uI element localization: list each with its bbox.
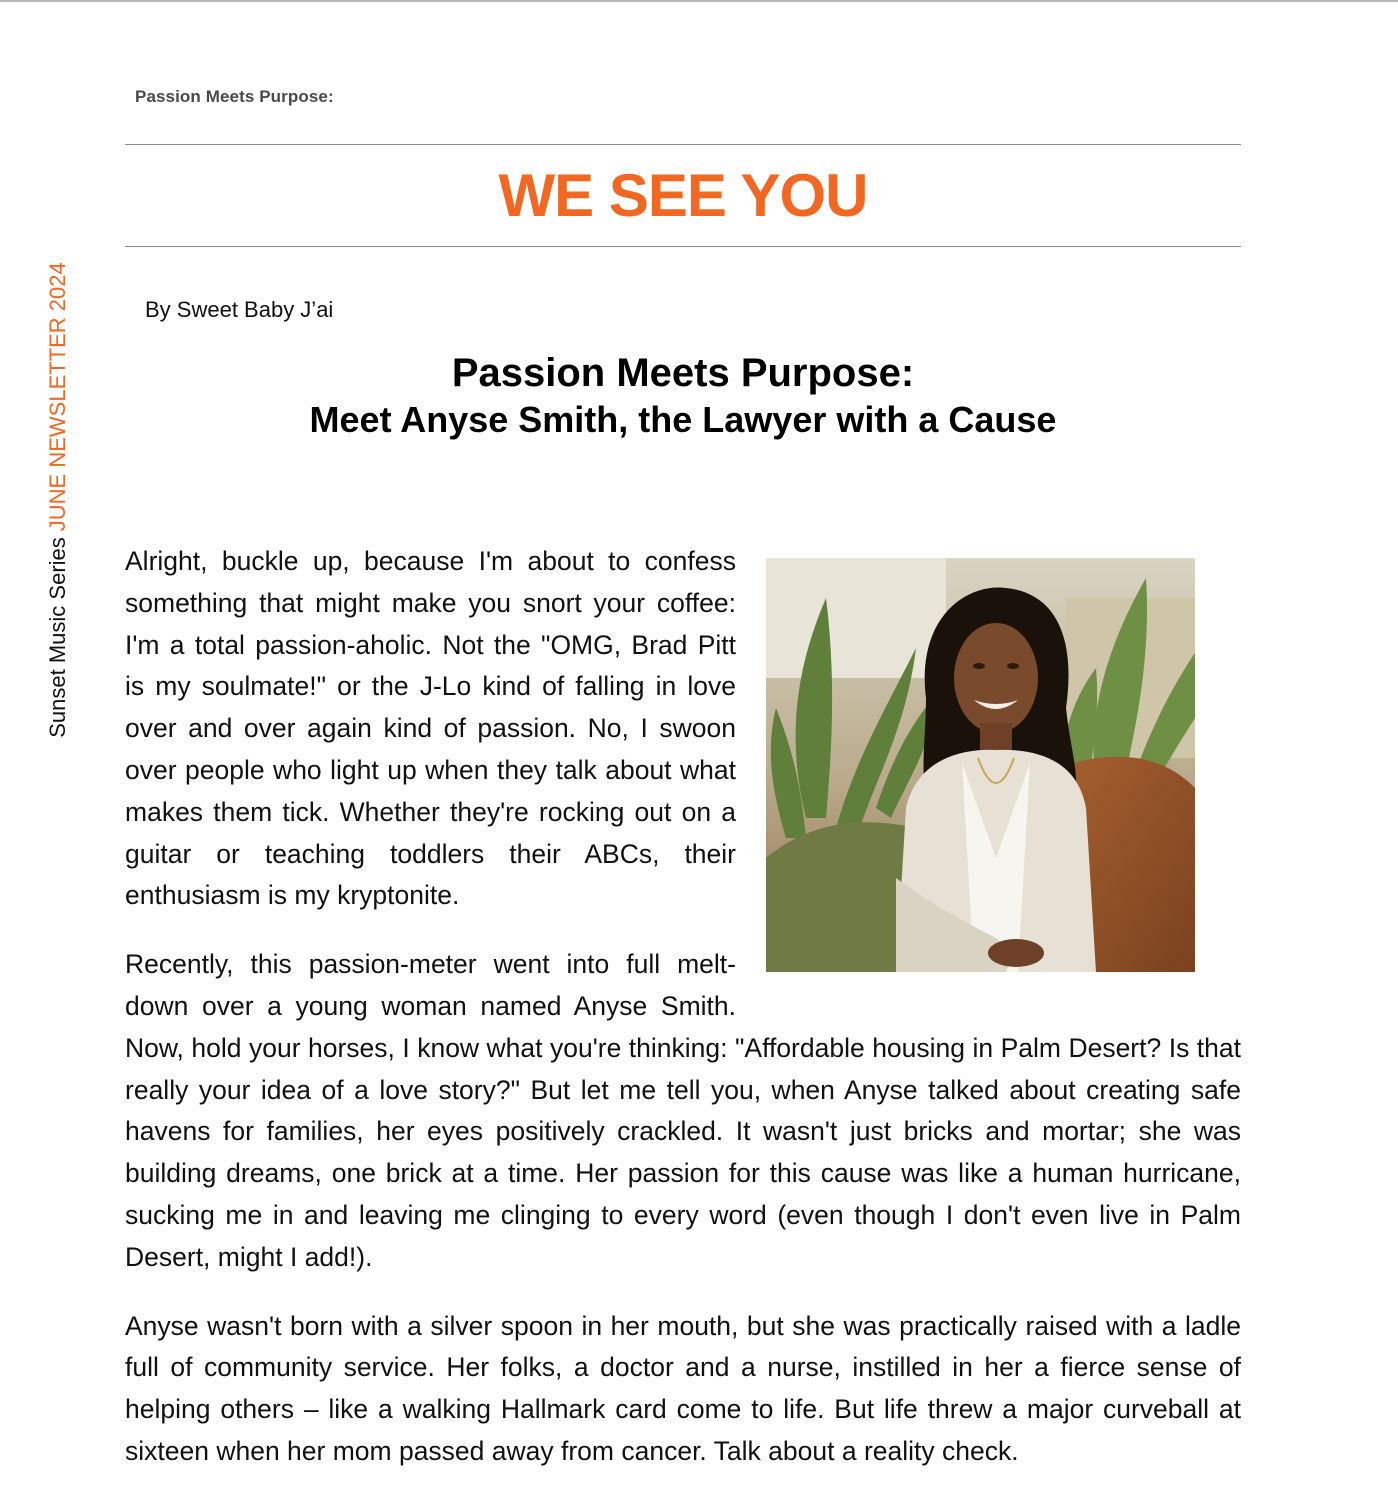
article-title-line-1: Passion Meets Purpose: [451,351,915,395]
byline: By Sweet Baby J’ai [145,297,334,322]
top-border [0,0,1398,2]
side-label-series: Sunset Music Series [45,537,70,738]
article-paragraph-1: Alright, buckle up, because I'm about to confess something that might make you snort your coffee: I'm a total passion-aholic. Not the "OMG, Brad Pitt is my soulmate!" or the J-Lo kind of falling in love over and over again kind of passion. No, I swoon over people who light up when they talk about what makes them tick. Whether they're rocking out on a guitar or teaching toddlers their ABCs, their enthusiasm is my kryptonite. [125,546,736,911]
portrait-illustration [766,558,1195,972]
article-paragraph-2: Recently, this passion-meter went into full melt-down over a young woman named Anyse Smith. Now, hold your horses, I know what you're thinking: "Affordable housing in Palm Desert? Is that really your idea of a love story?" But let me tell you, when Anyse talked about creating safe havens for families, her eyes positively crackled. It wasn't just bricks and mortar; she was building dreams, one brick at a time. Her passion for this cause was like a human hurricane, sucking me in and leaving me clinging to every word (even though I don't even live in Palm Desert, might I add!). [125,949,1241,1272]
article-paragraph-3: Anyse wasn't born with a silver spoon in her mouth, but she was practically raised with a ladle full of community service. Her folks, a doctor and a nurse, instilled in her a fierce sense of helping others – like a walking Hallmark card come to life. But life threw a major curveball at sixteen when her mom passed away from cancer. Talk about a reality check. [125,1310,1241,1466]
side-label [47,262,69,738]
side-label-issue: JUNE NEWSLETTER 2024 [45,262,70,532]
article-body [125,541,1241,1500]
article-title-line-2: Meet Anyse Smith, the Lawyer with a Cause [309,399,1057,440]
section-eyebrow: Passion Meets Purpose: [135,87,334,106]
page-headline: WE SEE YOU [498,162,868,229]
divider-top [125,144,1241,145]
portrait-photo [766,558,1195,972]
article-title [125,349,1241,443]
divider-bottom [125,246,1241,247]
